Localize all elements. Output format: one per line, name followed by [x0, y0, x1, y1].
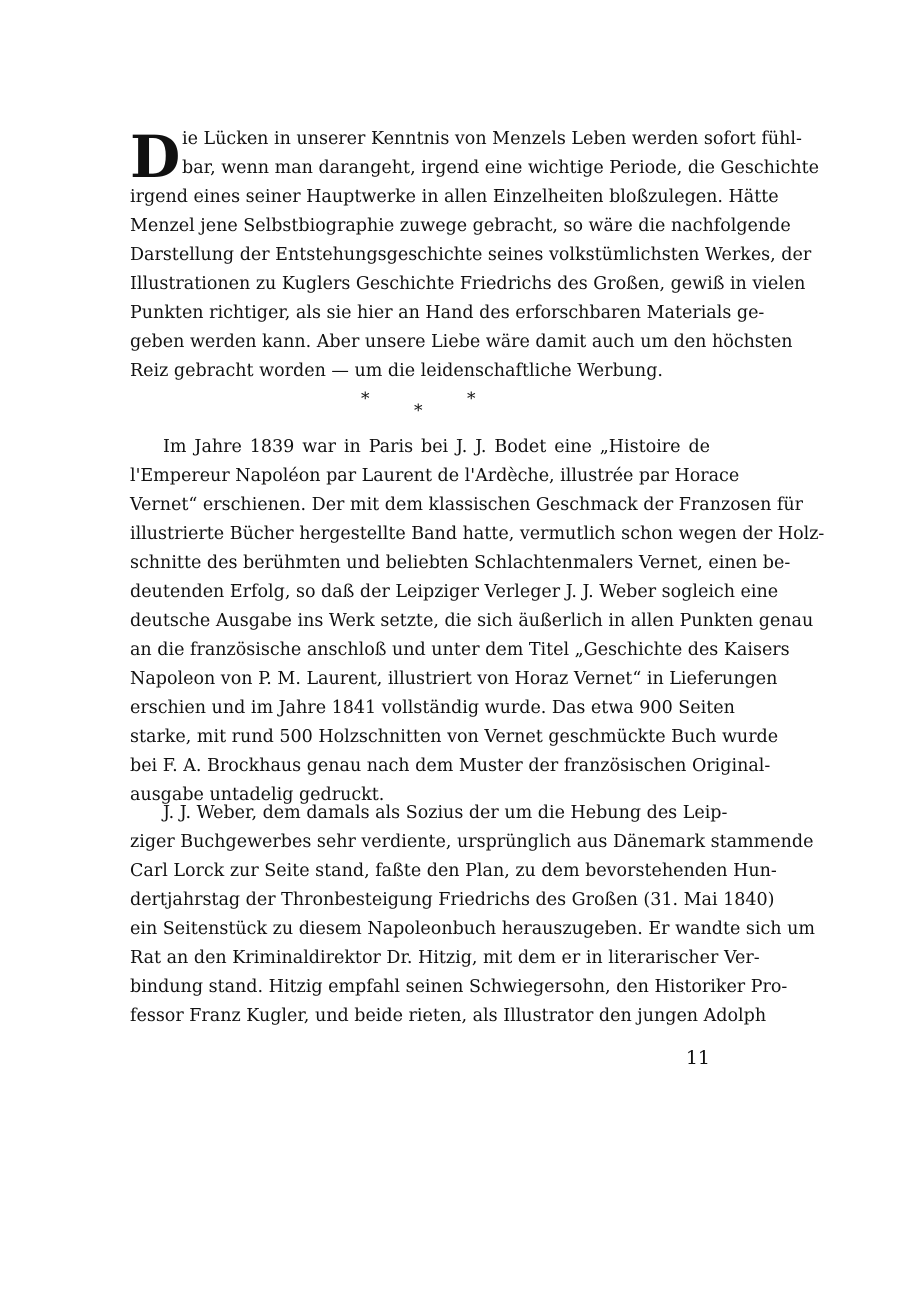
separator-star-center: *	[414, 401, 423, 421]
text-line: bei F. A. Brockhaus genau nach dem Muster der französischen Original-	[130, 756, 771, 776]
paragraph-1	[130, 123, 819, 386]
text-line: J. J. Weber, dem damals als Sozius der um die Hebung des Leip-	[163, 803, 728, 823]
page-number: 11	[685, 1047, 710, 1069]
text-line: geben werden kann. Aber unsere Liebe wäre damit auch um den höchsten	[130, 332, 793, 352]
text-line: Rat an den Kriminaldirektor Dr. Hitzig, mit dem er in literarischer Ver-	[130, 948, 760, 968]
text-line: deutenden Erfolg, so daß der Leipziger Verleger J. J. Weber sogleich eine	[130, 582, 779, 602]
text-line: Vernet“ erschienen. Der mit dem klassischen Geschmack der Franzosen für	[130, 495, 804, 515]
section-separator	[0, 385, 900, 425]
separator-star-left: *	[361, 389, 370, 409]
text-line: fessor Franz Kugler, und beide rieten, als Illustrator den jungen Adolph	[130, 1006, 767, 1026]
text-line: ie Lücken in unserer Kenntnis von Menzels Leben werden sofort fühl-	[182, 129, 802, 149]
text-line: Carl Lorck zur Seite stand, faßte den Plan, zu dem bevorstehenden Hun-	[130, 861, 777, 881]
text-line: l'Empereur Napoléon par Laurent de l'Ardèche, illustrée par Horace	[130, 466, 740, 486]
separator-star-right: *	[467, 389, 476, 409]
text-line: schnitte des berühmten und beliebten Schlachtenmalers Vernet, einen be-	[130, 553, 791, 573]
text-line: erschien und im Jahre 1841 vollständig wurde. Das etwa 900 Seiten	[130, 698, 735, 718]
paragraph-2	[130, 433, 825, 810]
text-line: ausgabe untadelig gedruckt.	[130, 785, 385, 805]
text-line: dertjahrstag der Thronbesteigung Friedrichs des Großen (31. Mai 1840)	[130, 890, 775, 910]
text-line: Menzel jene Selbstbiographie zuwege gebracht, so wäre die nachfolgende	[130, 216, 791, 236]
text-line: ein Seitenstück zu diesem Napoleonbuch herauszugeben. Er wandte sich um	[130, 919, 815, 939]
text-line: ziger Buchgewerbes sehr verdiente, ursprünglich aus Dänemark stammende	[130, 832, 814, 852]
text-line: Punkten richtiger, als sie hier an Hand des erforschbaren Materials ge-	[130, 303, 765, 323]
text-line: Illustrationen zu Kuglers Geschichte Friedrichs des Großen, gewiß in vielen	[130, 274, 806, 294]
text-line: Im Jahre 1839 war in Paris bei J. J. Bodet eine „Histoire de	[163, 437, 710, 457]
text-line: irgend eines seiner Hauptwerke in allen Einzelheiten bloßzulegen. Hätte	[130, 187, 779, 207]
text-line: an die französische anschloß und unter dem Titel „Geschichte des Kaisers	[130, 640, 790, 660]
text-line: Darstellung der Entstehungsgeschichte seines volkstümlichsten Werkes, der	[130, 245, 812, 265]
text-line: illustrierte Bücher hergestellte Band hatte, vermutlich schon wegen der Holz-	[130, 524, 825, 544]
text-line: bar, wenn man darangeht, irgend eine wichtige Periode, die Geschichte	[182, 158, 819, 178]
paragraph-3	[130, 799, 815, 1031]
text-line: Reiz gebracht worden — um die leidenschaftliche Werbung.	[130, 361, 663, 381]
text-line: deutsche Ausgabe ins Werk setzte, die sich äußerlich in allen Punkten genau	[130, 611, 814, 631]
text-line: starke, mit rund 500 Holzschnitten von Vernet geschmückte Buch wurde	[130, 727, 779, 747]
text-line: Napoleon von P. M. Laurent, illustriert von Horaz Vernet“ in Lieferungen	[130, 669, 778, 689]
text-line: bindung stand. Hitzig empfahl seinen Schwiegersohn, den Historiker Pro-	[130, 977, 788, 997]
drop-cap: D	[130, 123, 181, 191]
